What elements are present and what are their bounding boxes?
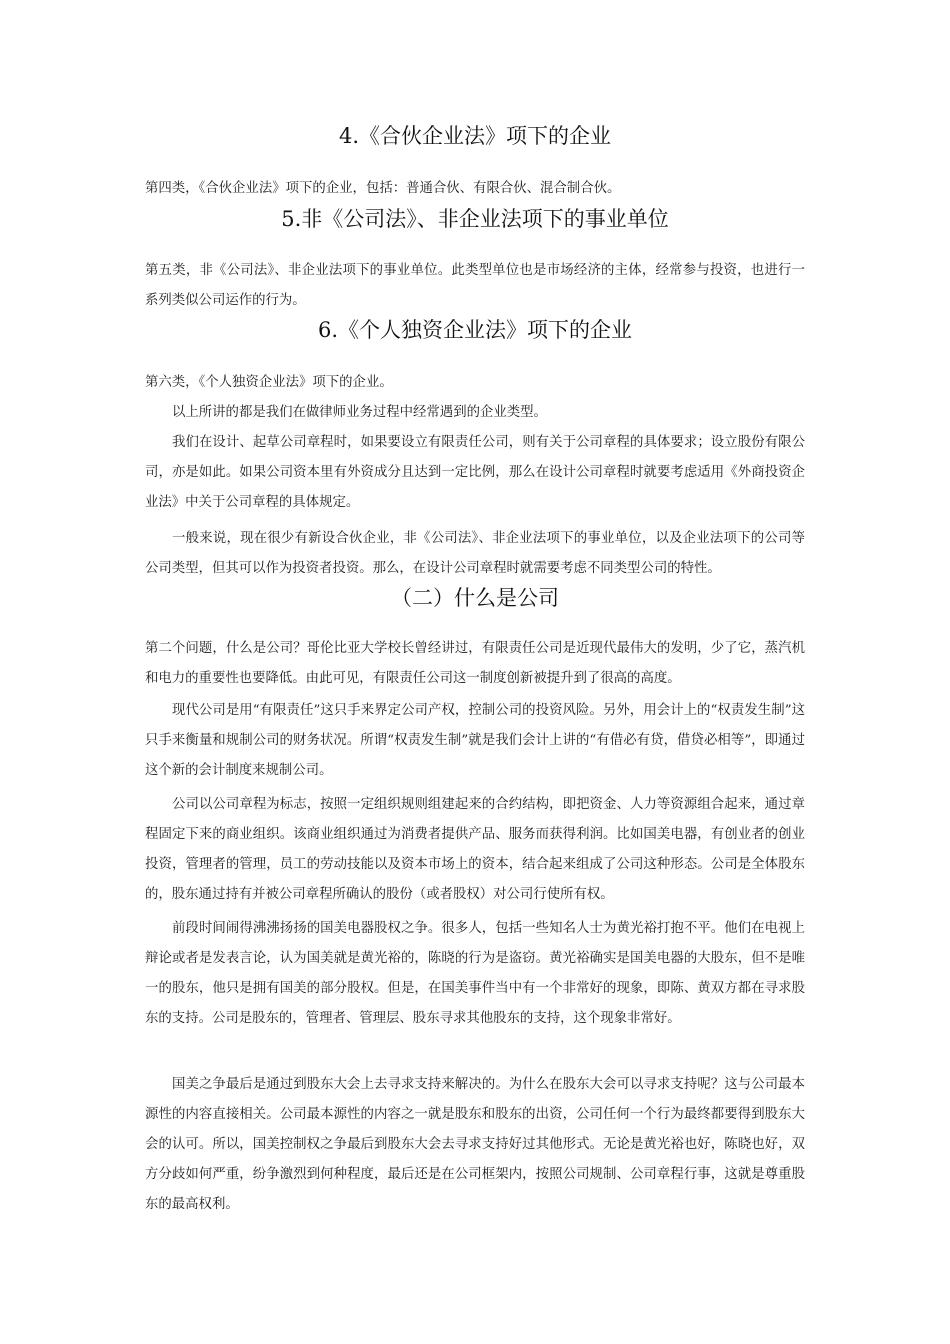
paragraph-category-five: 第五类，非《公司法》、非企业法项下的事业单位。此类型单位也是市场经济的主体，经常参与投资，也进行一系列类似公司运作的行为。 [145,263,805,308]
paragraph-limited-liability: 现代公司是用“有限责任”这只手来界定公司产权，控制公司的投资风险。另外，用会计上的“权责发生制”这只手来衡量和规制公司的财务状况。所谓“权责发生制”就是我们会计上讲的“有借必有贷，借贷必相等”，即通过这个新的会计制度来规制公司。 [145,703,805,778]
paragraph-articles-design: 我们在设计、起草公司章程时，如果要设立有限责任公司，则有关于公司章程的具体要求；设立股份有限公司，亦是如此。如果公司资本里有外资成分且达到一定比例，那么在设计公司章程时就要考虑适用《外商投资企业法》中关于公司章程的具体规定。 [145,435,805,510]
heading-what-is-company: （二）什么是公司 [391,586,559,610]
paragraph-summary-types: 以上所讲的都是我们在做律师业务过程中经常遇到的企业类型。 [172,405,547,420]
heading-public-institution: 5.非《公司法》、非企业法项下的事业单位 [281,207,669,231]
paragraph-category-four: 第四类，《合伙企业法》项下的企业，包括：普通合伙、有限合伙、混合制合伙。 [145,181,621,196]
heading-partnership-enterprise: 4.《合伙企业法》项下的企业 [338,124,612,148]
paragraph-category-six: 第六类，《个人独资企业法》项下的企业。 [145,375,393,390]
paragraph-gome-dispute: 前段时间闹得沸沸扬扬的国美电器股权之争。很多人，包括一些知名人士为黄光裕打抱不平。他们在电视上辩论或者是发表言论，认为国美就是黄光裕的，陈晓的行为是盗窃。黄光裕确实是国美电器的大股东，但不是唯一的股东，他只是拥有国美的部分股权。但是，在国美事件当中有一个非常好的现象，即陈、黄双方都在寻求股东的支持。公司是股东的，管理者、管理层、股东寻求其他股东的支持，这个现象非常好。 [145,921,805,1026]
heading-sole-proprietorship: 6.《个人独资企业法》项下的企业 [317,318,633,342]
paragraph-contract-structure: 公司以公司章程为标志，按照一定组织规则组建起来的合约结构，即把资金、人力等资源组合起来，通过章程固定下来的商业组织。该商业组织通过为消费者提供产品、服务而获得利润。比如国美电器，有创业者的创业投资，管理者的管理，员工的劳动技能以及资本市场上的资本，结合起来组成了公司这种形态。公司是全体股东的，股东通过持有并被公司章程所确认的股份（或者股权）对公司行使所有权。 [145,797,805,902]
paragraph-investor-types: 一般来说，现在很少有新设合伙企业，非《公司法》、非企业法项下的事业单位，以及企业法项下的公司等公司类型，但其可以作为投资者投资。那么，在设计公司章程时就需要考虑不同类型公司的特性。 [145,531,805,576]
paragraph-what-is-company: 第二个问题，什么是公司？哥伦比亚大学校长曾经讲过，有限责任公司是近现代最伟大的发明，少了它，蒸汽机和电力的重要性也要降低。由此可见，有限责任公司这一制度创新被提升到了很高的高度。 [145,641,805,686]
paragraph-shareholder-meeting: 国美之争最后是通过到股东大会上去寻求支持来解决的。为什么在股东大会可以寻求支持呢？这与公司最本源性的内容直接相关。公司最本源性的内容之一就是股东和股东的出资，公司任何一个行为最终都要得到股东大会的认可。所以，国美控制权之争最后到股东大会去寻求支持好过其他形式。无论是黄光裕也好，陈晓也好，双方分歧如何严重，纷争激烈到何种程度，最后还是在公司框架内，按照公司规制、公司章程行事，这就是尊重股东的最高权利。 [145,1077,805,1212]
